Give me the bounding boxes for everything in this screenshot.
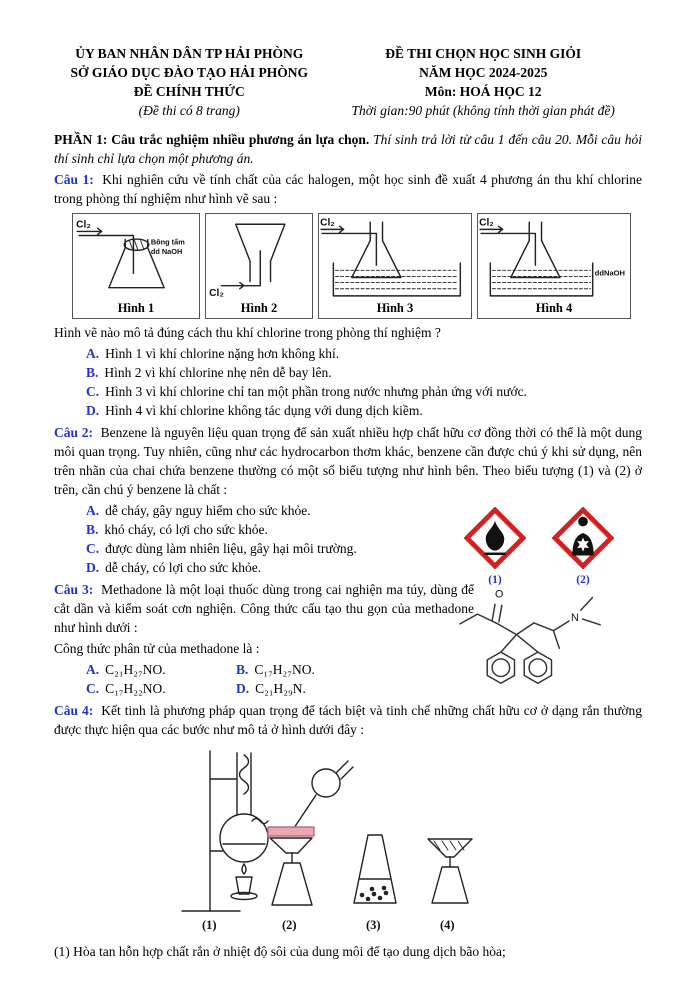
- cl2-label: Cl₂: [320, 217, 336, 229]
- cl2-label: Cl₂: [75, 219, 91, 231]
- question-1: [54, 170, 642, 420]
- q3-option-d: [236, 679, 436, 698]
- option-text: Hình 3 vì khí chlorine chỉ tan một phần trong nước nhưng phản ứng với nước.: [105, 384, 527, 399]
- subject-line: Môn: HOÁ HỌC 12: [424, 84, 542, 99]
- option-text: C₂₁H₂₇NO.: [105, 662, 166, 677]
- option-text: khó cháy, có lợi cho sức khỏe.: [104, 522, 268, 537]
- official-exam-label: ĐỀ CHÍNH THỨC: [133, 84, 245, 99]
- q3-text: Methadone là một loại thuốc dùng trong cai nghiện ma túy, dùng để cắt dần và kiểm soát cơn nghiện. Công thức cấu tạo thu gọn của methadone như hình dưới :: [54, 582, 474, 635]
- q1-option-c: [86, 382, 642, 401]
- q1-option-b: [86, 363, 642, 382]
- option-key: B.: [86, 522, 99, 537]
- q1-options: [54, 344, 642, 420]
- flask-inverted-drawing: [205, 214, 314, 300]
- q3-label: Câu 3:: [54, 582, 94, 597]
- option-text: Hình 2 vì khí chlorine nhẹ nên dễ bay lên.: [104, 365, 332, 380]
- option-text: dễ cháy, có lợi cho sức khỏe.: [105, 560, 262, 575]
- q1-option-d: [86, 401, 642, 420]
- issuer-line-1: ỦY BAN NHÂN DÂN TP HẢI PHÒNG: [75, 46, 304, 61]
- q1-figure-1-caption: Hình 1: [117, 301, 155, 315]
- school-year: NĂM HỌC 2024-2025: [419, 65, 548, 80]
- q1-figure-4: [477, 213, 631, 319]
- option-key: C.: [86, 384, 100, 399]
- question-3: [54, 580, 642, 698]
- q4-figure: [140, 743, 642, 940]
- question-2: [54, 423, 642, 586]
- water-trough-drawing: [317, 214, 473, 300]
- q1-figure: [72, 213, 642, 319]
- option-key: C.: [86, 681, 100, 696]
- option-text: C₁₇H₂₇NO.: [254, 662, 315, 677]
- cotton-naoh-label-2: dd NaOH: [150, 246, 182, 256]
- part1-title: PHẦN 1: Câu trắc nghiệm nhiều phương án lựa chọn.: [54, 132, 370, 147]
- nitrogen-label: N: [570, 611, 579, 624]
- header-left-column: [54, 44, 324, 120]
- q1-question: Hình vẽ nào mô tả đúng cách thu khí chlorine trong phòng thí nghiệm ?: [54, 325, 441, 340]
- issuer-line-2: SỞ GIÁO DỤC ĐÀO TẠO HẢI PHÒNG: [70, 65, 308, 80]
- page-count-note: (Đề thi có 8 trang): [138, 103, 240, 118]
- q1-figure-3: [318, 213, 472, 319]
- q3-option-b: [236, 660, 436, 679]
- q3-question: Công thức phân tử của methadone là :: [54, 641, 260, 656]
- duration-note: Thời gian:90 phút (không tính thời gian phát đề): [351, 103, 615, 118]
- option-key: A.: [86, 346, 100, 361]
- q3-option-a: [86, 660, 236, 679]
- q2-label: Câu 2:: [54, 425, 93, 440]
- flame-pictogram-icon: [464, 507, 526, 569]
- question-4: [54, 701, 642, 961]
- q4-step1-note: (1) Hòa tan hỗn hợp chất rắn ở nhiệt độ sôi của dung môi để tạo dung dịch bão hòa;: [54, 944, 506, 959]
- q1-figure-2-caption: Hình 2: [240, 301, 278, 315]
- q1-statement: [54, 170, 642, 208]
- q4-text: Kết tinh là phương pháp quan trọng để tách biệt và tinh chế những chất hữu cơ ở dạng rắn thường được thực hiện qua các bước như mô tả ở hình dưới đây :: [54, 703, 642, 737]
- option-text: C₂₁H₂₉N.: [255, 681, 306, 696]
- health-hazard-pictogram-icon: [552, 507, 614, 569]
- q4-step-label-4: (4): [440, 918, 455, 932]
- q1-figure-4-caption: Hình 4: [535, 301, 573, 315]
- q4-step-label-2: (2): [282, 918, 297, 932]
- q4-step-label-1: (1): [202, 918, 217, 932]
- header-right-column: [324, 44, 642, 120]
- exam-header: [54, 44, 642, 120]
- methadone-structure: [438, 582, 628, 699]
- pictogram-2-caption: (2): [576, 574, 590, 586]
- option-text: Hình 1 vì khí chlorine nặng hơn không khí.: [105, 346, 340, 361]
- option-text: C₁₇H₂₂NO.: [105, 681, 166, 696]
- crystallization-steps-drawing: [140, 743, 560, 935]
- option-key: D.: [86, 560, 100, 575]
- methadone-structure-drawing: [438, 582, 628, 694]
- cl2-label: Cl₂: [208, 287, 224, 299]
- oxygen-label: O: [495, 588, 504, 601]
- option-key: D.: [86, 403, 100, 418]
- q4-statement: [54, 701, 642, 739]
- cotton-naoh-label-1: Bông tẩm: [150, 237, 185, 247]
- naoh-trough-drawing: [476, 214, 632, 300]
- q2-statement: [54, 423, 642, 499]
- q1-text: Khi nghiên cứu về tính chất của các halogen, một học sinh đề xuất 4 phương án thu khí chlorine trong phòng thí nghiệm như hình vẽ sau :: [54, 172, 642, 206]
- option-key: A.: [86, 503, 100, 518]
- ghs-pictograms: [464, 507, 614, 590]
- option-key: A.: [86, 662, 100, 677]
- option-key: B.: [236, 662, 249, 677]
- q1-figure-1: [72, 213, 200, 319]
- q1-option-a: [86, 344, 642, 363]
- q3-option-c: [86, 679, 236, 698]
- option-key: B.: [86, 365, 99, 380]
- part1-heading: [54, 130, 642, 168]
- q2-text: Benzene là nguyên liệu quan trọng để sản xuất nhiều hợp chất hữu cơ đồng thời có thể là một dung môi quan trọng. Tuy nhiên, cũng như các hydrocarbon thơm khác, benzene cần được chú ý khi sử dụng, nên trên nhãn của chai chứa benzene thường có một số biểu tượng như hình bên. Theo biểu tượng (1) và (2) ở trên, cần chú ý benzene là chất :: [54, 425, 642, 497]
- exam-title: ĐỀ THI CHỌN HỌC SINH GIỎI: [385, 46, 582, 61]
- option-text: Hình 4 vì khí chlorine không tác dụng với dung dịch kiềm.: [105, 403, 423, 418]
- cl2-label: Cl₂: [479, 217, 495, 229]
- option-text: được dùng làm nhiên liệu, gây hại môi trường.: [105, 541, 357, 556]
- q1-label: Câu 1:: [54, 172, 94, 187]
- q1-figure-2: [205, 213, 313, 319]
- flask-upright-drawing: [72, 214, 201, 300]
- q4-step-label-3: (3): [366, 918, 381, 932]
- option-key: C.: [86, 541, 100, 556]
- option-text: dễ cháy, gây nguy hiểm cho sức khỏe.: [105, 503, 311, 518]
- q1-figure-3-caption: Hình 3: [376, 301, 414, 315]
- part1-instruction: Thí sinh trả lời từ câu 1 đến câu 20. Mỗi câu hỏi thí sinh chỉ lựa chọn một phương án.: [54, 132, 643, 166]
- q4-label: Câu 4:: [54, 703, 94, 718]
- ddnaoh-label: ddNaOH: [594, 268, 626, 278]
- pictogram-1-caption: (1): [488, 574, 502, 586]
- option-key: D.: [236, 681, 250, 696]
- q3-statement: [54, 580, 474, 637]
